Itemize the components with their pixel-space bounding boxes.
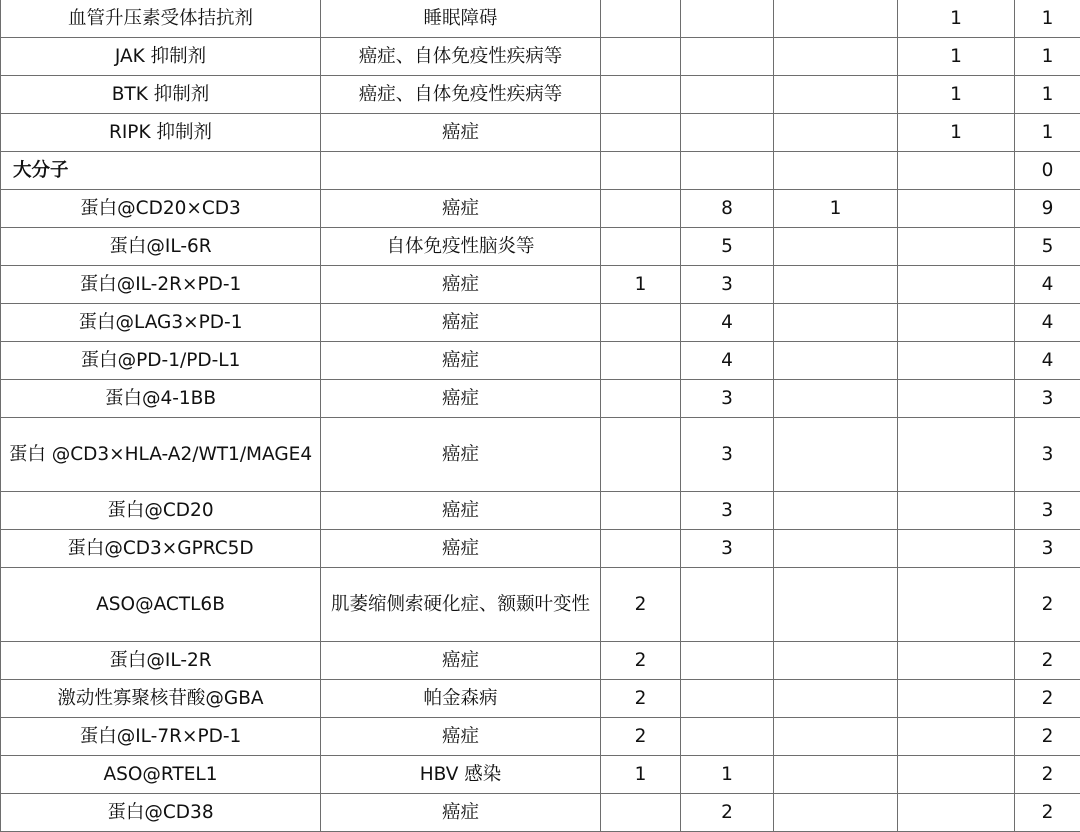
count-cell — [681, 568, 774, 642]
target-cell: ASO@ACTL6B — [1, 568, 321, 642]
table-row — [1, 418, 1080, 492]
empty-cell — [681, 152, 774, 190]
count-cell — [601, 794, 681, 832]
count-cell — [774, 794, 898, 832]
count-cell — [774, 756, 898, 794]
indication-cell: 肌萎缩侧索硬化症、额颞叶变性 — [321, 568, 601, 642]
target-cell: 蛋白@IL-2R×PD-1 — [1, 266, 321, 304]
target-cell: BTK 抑制剂 — [1, 76, 321, 114]
category-row — [1, 152, 1080, 190]
total-cell: 1 — [1015, 114, 1080, 152]
count-cell — [774, 718, 898, 756]
target-cell: 蛋白@CD20 — [1, 492, 321, 530]
count-cell — [774, 76, 898, 114]
target-cell: 蛋白@CD38 — [1, 794, 321, 832]
total-cell: 4 — [1015, 266, 1080, 304]
table-row — [1, 568, 1080, 642]
count-cell — [898, 228, 1015, 266]
count-cell — [774, 530, 898, 568]
count-cell — [681, 642, 774, 680]
count-cell: 2 — [601, 642, 681, 680]
count-cell — [898, 492, 1015, 530]
empty-cell — [601, 152, 681, 190]
count-cell — [774, 342, 898, 380]
count-cell — [681, 680, 774, 718]
count-cell: 1 — [898, 76, 1015, 114]
count-cell — [681, 76, 774, 114]
count-cell: 1 — [774, 190, 898, 228]
indication-cell: HBV 感染 — [321, 756, 601, 794]
count-cell — [601, 228, 681, 266]
table-row — [1, 304, 1080, 342]
target-cell: 蛋白@CD20×CD3 — [1, 190, 321, 228]
target-cell: 蛋白@4-1BB — [1, 380, 321, 418]
total-cell: 1 — [1015, 76, 1080, 114]
table-row — [1, 114, 1080, 152]
count-cell — [898, 642, 1015, 680]
target-cell: 蛋白@IL-2R — [1, 642, 321, 680]
total-cell: 2 — [1015, 568, 1080, 642]
count-cell — [774, 304, 898, 342]
table-row — [1, 266, 1080, 304]
table-row — [1, 38, 1080, 76]
total-cell: 4 — [1015, 342, 1080, 380]
target-cell: 血管升压素受体拮抗剂 — [1, 0, 321, 38]
empty-cell — [774, 152, 898, 190]
target-cell: 蛋白@IL-6R — [1, 228, 321, 266]
count-cell — [601, 114, 681, 152]
count-cell — [898, 756, 1015, 794]
count-cell: 1 — [898, 38, 1015, 76]
target-cell: RIPK 抑制剂 — [1, 114, 321, 152]
total-cell: 3 — [1015, 380, 1080, 418]
count-cell — [601, 380, 681, 418]
count-cell — [898, 680, 1015, 718]
indication-cell: 癌症 — [321, 190, 601, 228]
total-cell: 0 — [1015, 152, 1080, 190]
count-cell — [774, 380, 898, 418]
count-cell — [898, 794, 1015, 832]
indication-cell: 癌症 — [321, 492, 601, 530]
indication-cell: 癌症 — [321, 342, 601, 380]
count-cell — [774, 568, 898, 642]
total-cell: 2 — [1015, 642, 1080, 680]
indication-cell: 癌症 — [321, 304, 601, 342]
count-cell: 3 — [681, 418, 774, 492]
target-cell: 蛋白@IL-7R×PD-1 — [1, 718, 321, 756]
table-row — [1, 342, 1080, 380]
indication-cell: 癌症 — [321, 794, 601, 832]
target-cell: 蛋白@PD-1/PD-L1 — [1, 342, 321, 380]
count-cell: 3 — [681, 380, 774, 418]
total-cell: 1 — [1015, 0, 1080, 38]
indication-cell: 癌症、自体免疫性疾病等 — [321, 76, 601, 114]
count-cell — [681, 718, 774, 756]
total-cell: 3 — [1015, 530, 1080, 568]
table-row — [1, 756, 1080, 794]
count-cell: 3 — [681, 530, 774, 568]
count-cell — [898, 568, 1015, 642]
total-cell: 9 — [1015, 190, 1080, 228]
total-cell: 4 — [1015, 304, 1080, 342]
count-cell: 1 — [681, 756, 774, 794]
indication-cell: 睡眠障碍 — [321, 0, 601, 38]
table-row — [1, 0, 1080, 38]
table-row — [1, 680, 1080, 718]
total-cell: 1 — [1015, 38, 1080, 76]
count-cell — [681, 38, 774, 76]
indication-cell: 自体免疫性脑炎等 — [321, 228, 601, 266]
count-cell: 2 — [601, 568, 681, 642]
count-cell — [898, 266, 1015, 304]
indication-cell: 癌症 — [321, 114, 601, 152]
count-cell — [601, 492, 681, 530]
target-cell: 蛋白@LAG3×PD-1 — [1, 304, 321, 342]
count-cell — [601, 304, 681, 342]
target-cell: 蛋白 @CD3×HLA-A2/WT1/MAGE4 — [1, 418, 321, 492]
total-cell: 2 — [1015, 756, 1080, 794]
table-row — [1, 794, 1080, 832]
count-cell — [774, 680, 898, 718]
count-cell — [681, 0, 774, 38]
total-cell: 2 — [1015, 718, 1080, 756]
count-cell — [601, 38, 681, 76]
total-cell: 3 — [1015, 492, 1080, 530]
count-cell: 4 — [681, 342, 774, 380]
indication-cell: 癌症 — [321, 530, 601, 568]
count-cell — [898, 380, 1015, 418]
count-cell: 8 — [681, 190, 774, 228]
count-cell — [898, 304, 1015, 342]
indication-cell: 癌症 — [321, 418, 601, 492]
count-cell: 3 — [681, 492, 774, 530]
count-cell: 5 — [681, 228, 774, 266]
count-cell — [601, 418, 681, 492]
total-cell: 3 — [1015, 418, 1080, 492]
total-cell: 5 — [1015, 228, 1080, 266]
table-row — [1, 642, 1080, 680]
table-row — [1, 718, 1080, 756]
count-cell — [898, 530, 1015, 568]
count-cell — [898, 342, 1015, 380]
count-cell — [601, 190, 681, 228]
table-row — [1, 492, 1080, 530]
count-cell — [601, 76, 681, 114]
indication-cell: 癌症 — [321, 266, 601, 304]
indication-cell: 癌症 — [321, 380, 601, 418]
target-cell: 蛋白@CD3×GPRC5D — [1, 530, 321, 568]
count-cell: 4 — [681, 304, 774, 342]
count-cell: 1 — [898, 114, 1015, 152]
count-cell — [601, 0, 681, 38]
total-cell: 2 — [1015, 794, 1080, 832]
target-cell: 激动性寡聚核苷酸@GBA — [1, 680, 321, 718]
count-cell: 1 — [601, 266, 681, 304]
indication-cell: 癌症 — [321, 718, 601, 756]
count-cell: 2 — [601, 680, 681, 718]
count-cell: 2 — [681, 794, 774, 832]
target-cell: JAK 抑制剂 — [1, 38, 321, 76]
count-cell — [681, 114, 774, 152]
table-body — [1, 0, 1080, 832]
table-row — [1, 76, 1080, 114]
count-cell: 1 — [601, 756, 681, 794]
count-cell — [774, 228, 898, 266]
count-cell — [774, 0, 898, 38]
count-cell — [774, 492, 898, 530]
count-cell — [774, 418, 898, 492]
table-row — [1, 530, 1080, 568]
indication-cell: 癌症 — [321, 642, 601, 680]
table-row — [1, 380, 1080, 418]
table-row — [1, 190, 1080, 228]
empty-cell — [898, 152, 1015, 190]
category-label: 大分子 — [1, 152, 321, 190]
count-cell — [774, 38, 898, 76]
count-cell — [898, 418, 1015, 492]
indication-cell: 癌症、自体免疫性疾病等 — [321, 38, 601, 76]
empty-cell — [321, 152, 601, 190]
indication-cell: 帕金森病 — [321, 680, 601, 718]
table-row — [1, 228, 1080, 266]
total-cell: 2 — [1015, 680, 1080, 718]
count-cell — [898, 718, 1015, 756]
count-cell — [601, 342, 681, 380]
count-cell: 3 — [681, 266, 774, 304]
count-cell — [774, 266, 898, 304]
count-cell — [601, 530, 681, 568]
count-cell: 2 — [601, 718, 681, 756]
count-cell: 1 — [898, 0, 1015, 38]
target-cell: ASO@RTEL1 — [1, 756, 321, 794]
count-cell — [774, 114, 898, 152]
count-cell — [774, 642, 898, 680]
count-cell — [898, 190, 1015, 228]
